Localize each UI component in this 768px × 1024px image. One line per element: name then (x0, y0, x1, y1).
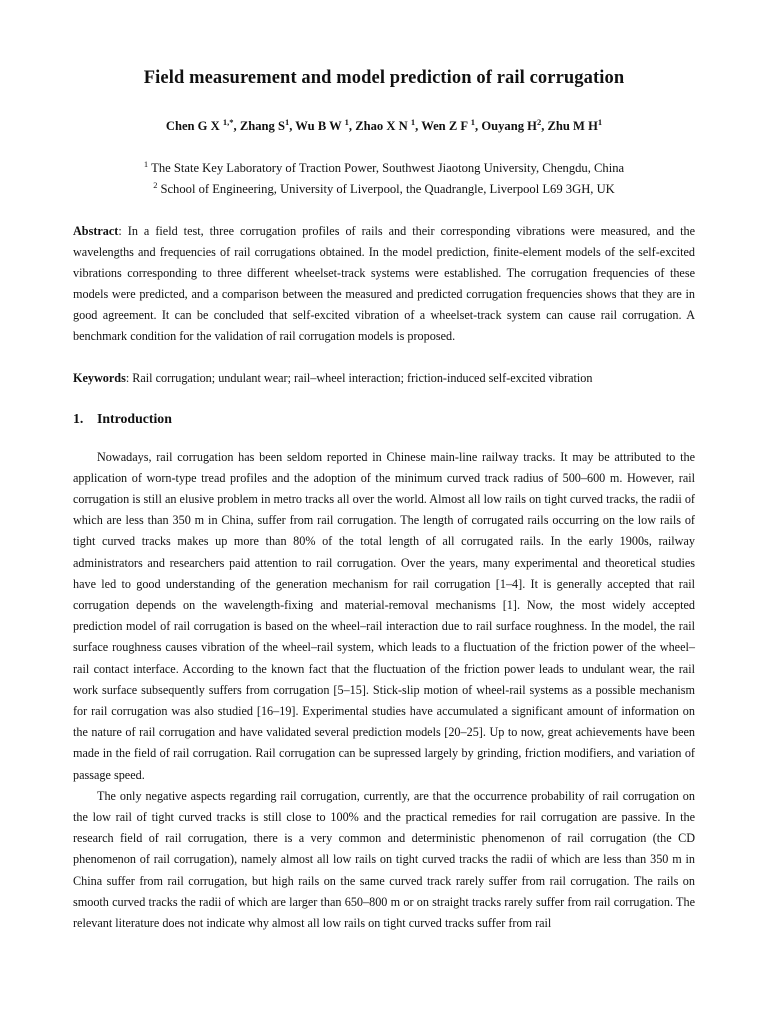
abstract-text: : In a field test, three corrugation profiles of rails and their corresponding vibrations were measured, and the wavelengths and frequencies of rail corrugations obtained. In the model prediction, finite-element models of the self-excited vibrations corresponding to three different wheelset-track systems were established. The corrugation frequencies of these models were predicted, and a comparison between the measured and predicted corrugation frequencies shows that they are in good agreement. It can be concluded that self-excited vibration of a wheelset-track system can cause rail corrugation. A benchmark condition for the validation of rail corrugation models is proposed. (73, 224, 695, 344)
keywords-label: Keywords (73, 370, 126, 385)
author: Zhao X N $^1$ (355, 117, 416, 133)
keywords (73, 368, 695, 389)
author: Zhang $S^1$ (239, 117, 290, 133)
affiliation: $^1$ The State Key Laboratory of Traction Power, Southwest Jiaotong University, Chengdu, China (143, 159, 625, 175)
paper-title: Field measurement and model prediction of rail corrugation (143, 68, 625, 88)
section-title: Introduction (97, 410, 172, 426)
section-heading (73, 410, 695, 428)
author-list: Chen G X $^{1,*}$, Zhang $S^1$, Wu B W $^1$, Zhao X N $^1$, Wen Z F $^1$, Ouyang $H^2$, Zhu M $H^1$ (165, 117, 603, 133)
author: Zhu M $H^1$ (547, 117, 603, 133)
author: Ouyang $H^2$ (481, 117, 542, 133)
affiliation: $^2$ School of Engineering, University of Liverpool, the Quadrangle, Liverpool L69 3GH, UK (153, 180, 615, 196)
abstract (73, 221, 695, 348)
section-number: 1. (73, 410, 84, 426)
abstract-label: Abstract (73, 224, 119, 238)
keywords-text: : Rail corrugation; undulant wear; rail–wheel interaction; friction-induced self-excited vibration (125, 370, 593, 385)
body-paragraph: Nowadays, rail corrugation has been seldom reported in Chinese main-line railway tracks. It may be attributed to the application of worn-type tread profiles and the adoption of the minimum curved track radius of 500–600 m. However, rail corrugation is still an elusive problem in metro tracks all over the world. Almost all low rails on tight curved tracks, the radii of which are less than 350 m in China, suffer from rail corrugation. The length of corrugated rails occurring on the low rails of tight curved tracks makes up more than 80% of the total length of all corrugated rails. In the early 1900s, railway administrators and researchers paid attention to rail corrugation. Over the years, many experimental and theoretical studies have led to good understanding of the generation mechanism for rail corrugation [1–4]. It is generally accepted that rail corrugation depends on the wavelength-fixing and material-removal mechanisms [1]. Now, the most widely accepted prediction model of rail corrugation is based on the wheel–rail interaction due to rail surface roughness. In the model, the rail surface roughness causes vibration of the wheel–rail system, which leads to a fluctuation of the friction power of the wheel–rail contact interface. According to the known fact that the fluctuation of the friction power leads to undulant wear, the rail work surface subsequently suffers from corrugation [5–15]. Stick-slip motion of wheel-rail systems as a possible mechanism for rail corrugation was also studied [16–19]. Experimental studies have accumulated a significant amount of information on the nature of rail corrugation and have validated several prediction models [20–25]. Up to now, great achievements have been made in the field of rail corrugation. Rail corrugation can be supressed largely by grinding, friction modifiers, and variation of passage speed. (73, 449, 695, 782)
author: Chen G X $^{1,*}$ (165, 117, 234, 133)
body-paragraph: The only negative aspects regarding rail corrugation, currently, are that the occurrence probability of rail corrugation on the low rail of tight curved tracks is still close to 100% and the practical remedies for rail corrugation are passive. In the research field of rail corrugation, there is a very common and deterministic phenomenon of rail corrugation (the CD phenomenon of rail corrugation), namely almost all low rails on tight curved tracks the radii of which are less than 350 m in China suffer from rail corrugation, but high rails on the same curved track rarely suffer from rail corrugation. The rails on smooth curved tracks the radii of which are larger than 650–800 m or on straight tracks rarely suffer from rail corrugation. The relevant literature does not indicate why almost all low rails on tight curved tracks suffer from rail (73, 788, 695, 931)
author: Wu B W $^1$ (295, 117, 349, 133)
affiliation-list (73, 158, 695, 200)
author: Wen Z F $^1$ (421, 117, 476, 133)
